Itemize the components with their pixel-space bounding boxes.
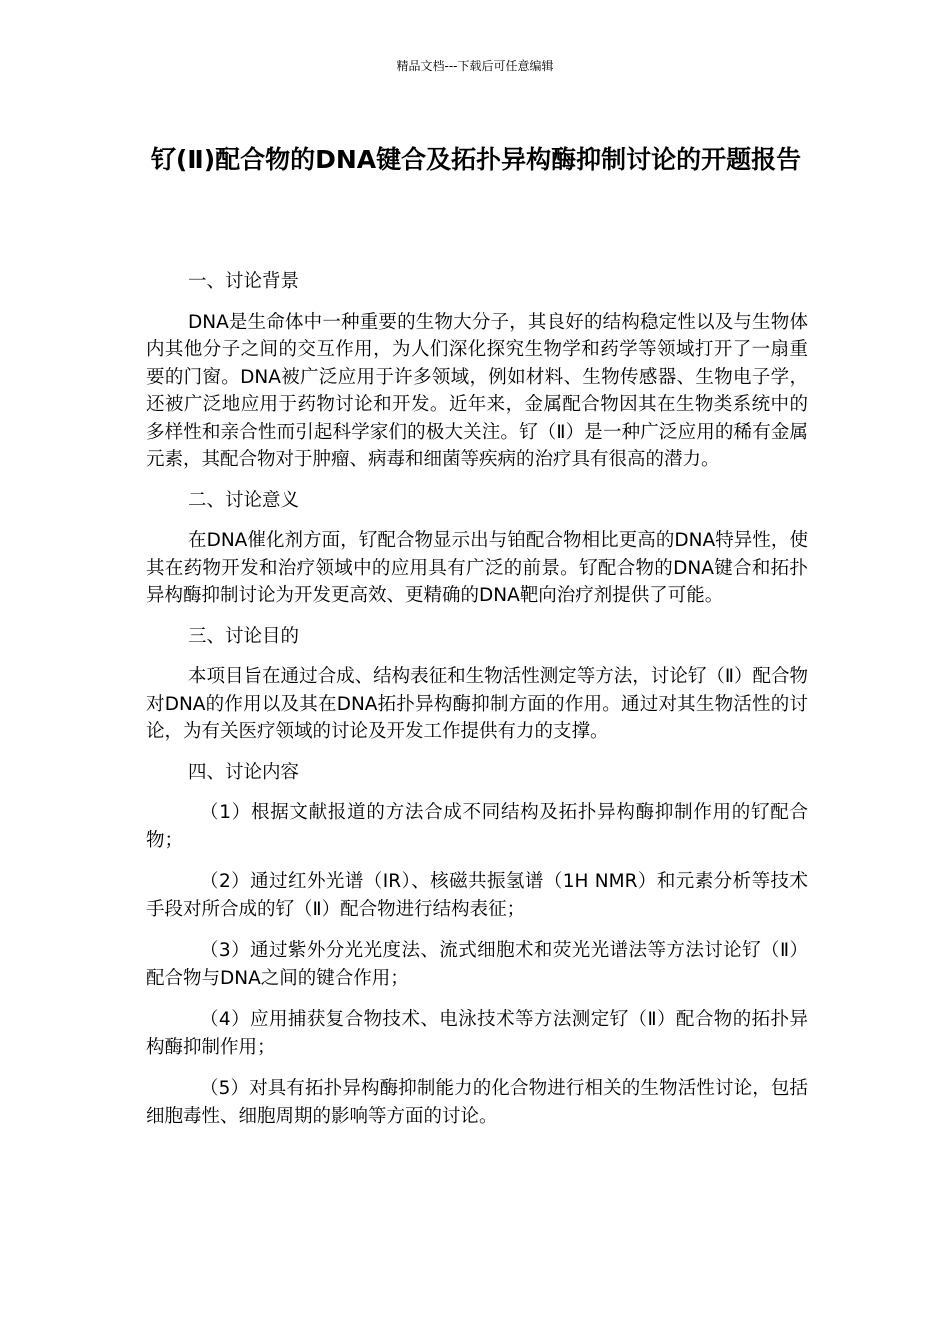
- list-item: （5）对具有拓扑异构酶抑制能力的化合物进行相关的生物活性讨论，包括细胞毒性、细胞周期的影响等方面的讨论。: [146, 1078, 808, 1127]
- document-title: 钌(Ⅱ)配合物的DNA键合及拓扑异构酶抑制讨论的开题报告: [150, 145, 802, 174]
- section-heading: 二、讨论意义: [188, 489, 300, 511]
- section-significance: [146, 487, 808, 610]
- paragraph: 在DNA催化剂方面，钌配合物显示出与铂配合物相比更高的DNA特异性，使其在药物开发和治疗领域中的应用具有广泛的前景。钌配合物的DNA键合和拓扑异构酶抑制讨论为开发更高效、更精确的DNA靶向治疗剂提供了可能。: [146, 530, 808, 606]
- list-item: （2）通过红外光谱（IR）、核磁共振氢谱（1H NMR）和元素分析等技术手段对所合成的钌（Ⅱ）配合物进行结构表征；: [146, 871, 808, 920]
- paragraph: DNA是生命体中一种重要的生物大分子，其良好的结构稳定性以及与生物体内其他分子之间的交互作用，为人们深化探究生物学和药学等领域打开了一扇重要的门窗。DNA被广泛应用于许多领域，例如材料、生物传感器、生物电子学，还被广泛地应用于药物讨论和开发。近年来，金属配合物因其在生物类系统中的多样性和亲合性而引起科学家们的极大关注。钌（Ⅱ）是一种广泛应用的稀有金属元素，其配合物对于肿瘤、病毒和细菌等疾病的治疗具有很高的潜力。: [146, 311, 808, 470]
- list-item: （3）通过紫外分光光度法、流式细胞术和荧光光谱法等方法讨论钌（Ⅱ）配合物与DNA之间的键合作用；: [146, 940, 808, 989]
- list-item: （1）根据文献报道的方法合成不同结构及拓扑异构酶抑制作用的钌配合物；: [146, 802, 808, 851]
- section-background: [146, 268, 808, 474]
- section-purpose: [146, 623, 808, 746]
- document-body: [146, 268, 808, 1144]
- paragraph: 本项目旨在通过合成、结构表征和生物活性测定等方法，讨论钌（Ⅱ）配合物对DNA的作用以及其在DNA拓扑异构酶抑制方面的作用。通过对其生物活性的讨论，为有关医疗领域的讨论及开发工作提供有力的支撑。: [146, 666, 808, 742]
- section-heading: 四、讨论内容: [188, 761, 300, 783]
- page-header: 精品文档---下载后可任意编辑: [396, 59, 554, 73]
- section-content: [146, 759, 808, 1131]
- section-heading: 一、讨论背景: [188, 271, 300, 292]
- list-item: （4）应用捕获复合物技术、电泳技术等方法测定钌（Ⅱ）配合物的拓扑异构酶抑制作用；: [146, 1009, 808, 1058]
- section-heading: 三、讨论目的: [188, 625, 300, 647]
